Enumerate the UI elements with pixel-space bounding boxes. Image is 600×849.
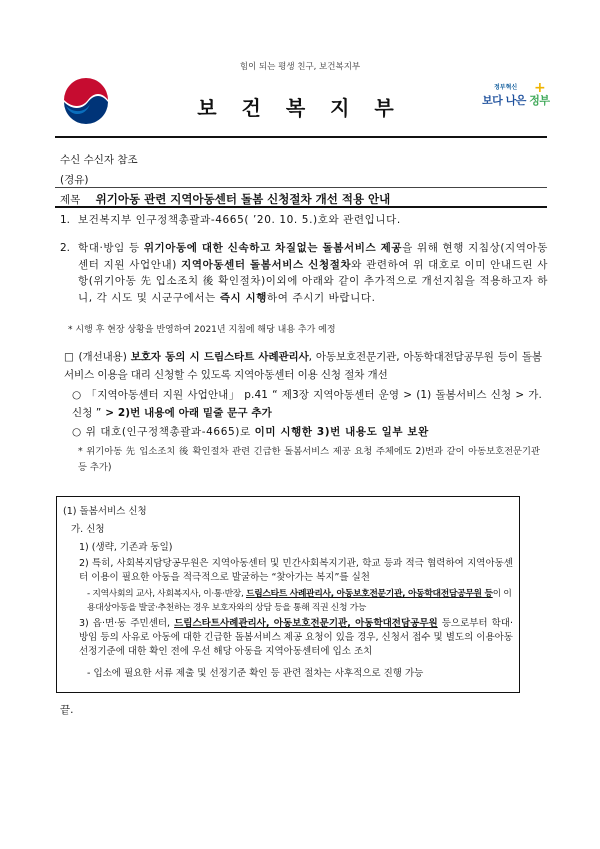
logo-main-text: 보다 나은 정부 xyxy=(482,94,550,107)
header-divider xyxy=(55,136,547,138)
logo-small-text: 정부혁신 xyxy=(494,84,518,91)
slogan: 힘이 되는 평생 친구, 보건복지부 xyxy=(239,62,361,72)
subject-top-rule xyxy=(55,187,547,188)
box-item-1: 1) (생략, 기존과 동일) xyxy=(79,542,173,553)
guideline-box xyxy=(56,496,520,693)
document-end: 끝. xyxy=(60,704,74,716)
item-2-note: * 시행 후 현장 상황을 반영하여 2021년 지침에 해당 내용 추가 예정 xyxy=(68,325,336,335)
subject-text: 위기아동 관련 지역아동센터 돌봄 신청절차 개선 적용 안내 xyxy=(95,192,391,206)
government-innovation-logo xyxy=(480,82,550,122)
subject-bottom-rule xyxy=(55,206,547,208)
box-subheading: 가. 신청 xyxy=(71,524,105,535)
agency-title: 보 건 복 지 부 xyxy=(197,96,403,120)
box-item-2-sub: - 지역사회의 교사, 사회복지사, 이·통·반장, 드림스타트 사례관리사, 아동보호전문기관, 아동학대전담공무원 등이 이용대상아동을 발굴·추천하는 경우 보호자와의 상담 등을 통해 직권 신청 가능 xyxy=(87,589,512,613)
subject-label: 제목 xyxy=(60,194,81,206)
box-item-2: 2) 특히, 사회복지담당공무원은 지역아동센터 및 민간사회복지기관, 학교 등과 적극 협력하여 지역아동센터 이용이 필요한 아동을 적극적으로 발굴하는 “찾아가는 복지”를 실천 xyxy=(79,558,513,583)
subject-line xyxy=(60,191,390,207)
box-item-3: 3) 읍·면·동 주민센터, 드림스타트사례관리사, 아동보호전문기관, 아동학대전담공무원 등으로부터 학대·방임 등의 사유로 아동에 대한 긴급한 돌봄서비스 제공 요청이 있을 경우, 신청서 접수 및 별도의 이용아동 선정기준에 대한 확인 전에 우선 해당 아동을 지역아동센터에 입소 조치 xyxy=(79,618,513,657)
via: (경유) xyxy=(60,174,89,186)
recipient: 수신 수신자 참조 xyxy=(60,154,138,166)
box-item-3-sub: - 입소에 필요한 서류 제출 및 선정기준 확인 등 관련 절차는 사후적으로 진행 가능 xyxy=(87,668,424,679)
plus-icon: + xyxy=(534,80,546,96)
box-heading: (1) 돌봄서비스 신청 xyxy=(63,506,147,517)
